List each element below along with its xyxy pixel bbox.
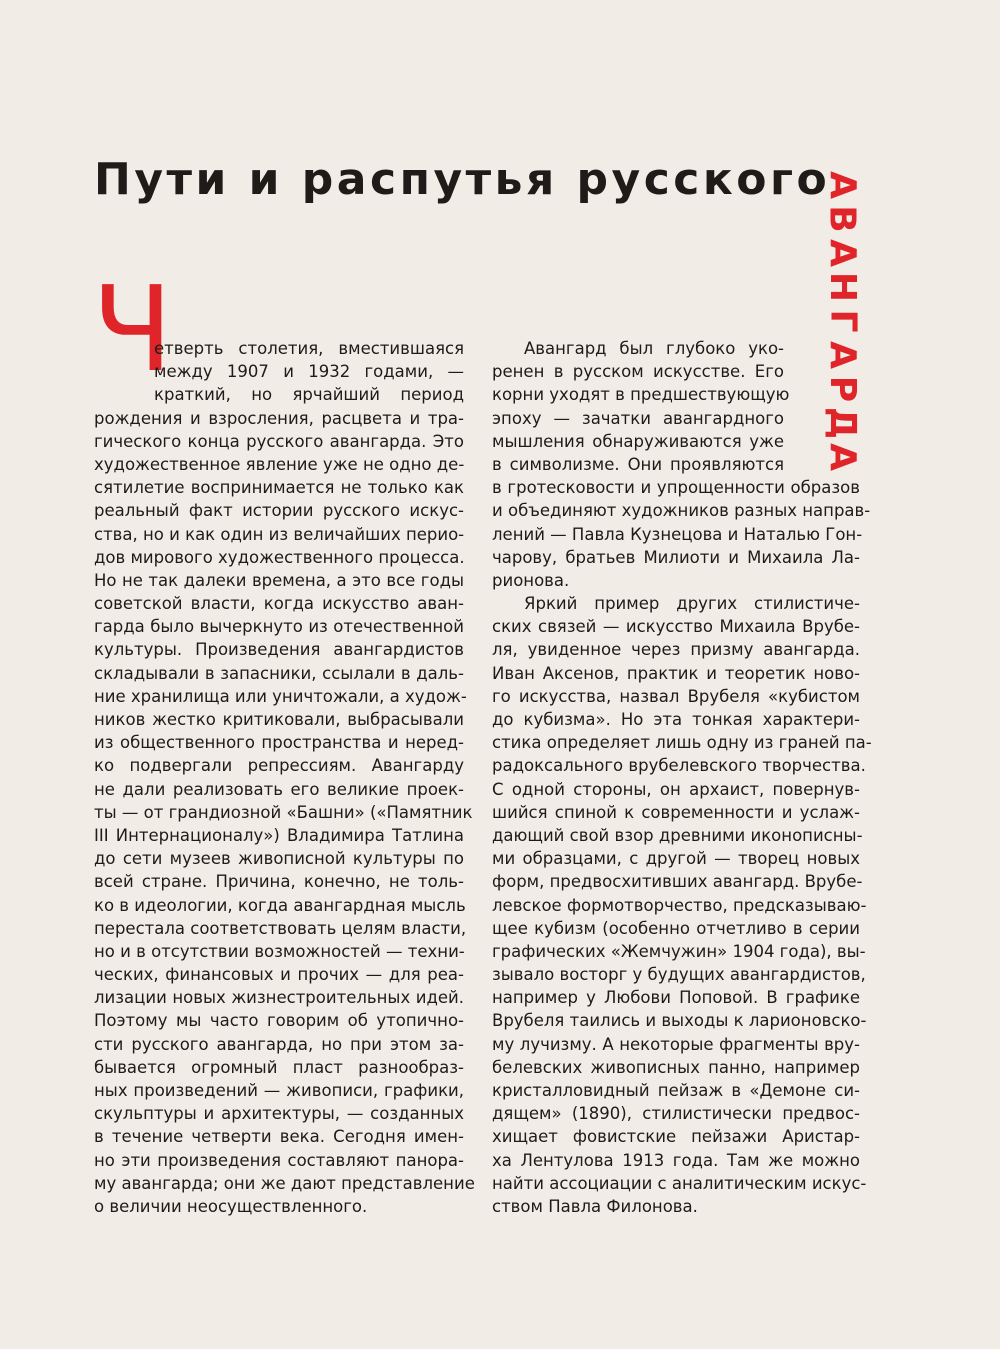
text-line: но и в отсутствии возможностей — техни-	[94, 941, 465, 961]
text-line: стика определяет лишь одну из граней па-	[492, 733, 872, 753]
right-text-column	[492, 337, 872, 1218]
page-title: Пути и распутья русского	[94, 154, 831, 205]
text-line: Врубеля таились и выходы к ларионовско-	[492, 1011, 867, 1031]
text-line: Иван Аксенов, практик и теоретик ново-	[492, 663, 860, 683]
text-line: найти ассоциации с аналитическим искус-	[492, 1173, 867, 1193]
text-line: и объединяют художников разных направ-	[492, 501, 871, 521]
text-line: в течение четверти века. Сегодня имен-	[94, 1127, 464, 1147]
text-line: зывало восторг у будущих авангардистов,	[492, 965, 866, 985]
text-line: графических «Жемчужин» 1904 года), вы-	[492, 941, 866, 961]
text-line: между 1907 и 1932 годами, —	[154, 362, 464, 382]
text-line: до сети музеев живописной культуры по	[94, 849, 464, 869]
text-line: ников жестко критиковали, выбрасывали	[94, 710, 464, 729]
text-line: корни уходят в предшествующую	[492, 385, 790, 405]
text-line: III Интернационалу») Владимира Татлина	[94, 825, 464, 845]
text-line: гарда было вычеркнуто из отечественной	[94, 617, 464, 637]
text-line: о величии неосуществленного.	[94, 1196, 368, 1216]
text-line: советской власти, когда искусство аван-	[94, 594, 464, 614]
text-line: художественное явление уже не одно де-	[94, 454, 465, 474]
text-line: ты — от грандиозной «Башни» («Памятник	[94, 802, 473, 822]
text-line: му авангарда; они же дают представление	[94, 1173, 475, 1193]
text-line: рождения и взросления, расцвета и тра-	[94, 408, 464, 428]
text-line: эпоху — зачатки авангардного	[492, 408, 784, 428]
text-line: в символизме. Они проявляются	[492, 454, 784, 474]
text-line: чарову, братьев Милиоти и Михаила Ла-	[492, 547, 860, 567]
text-line: щее кубизм (особенно отчетливо в серии	[492, 918, 860, 938]
text-line: культуры. Произведения авангардистов	[94, 640, 464, 660]
text-line: форм, предвосхитивших авангард. Врубе-	[492, 872, 863, 892]
drop-cap: Ч	[92, 260, 173, 398]
text-line: дающий свой взор древними иконописны-	[492, 825, 863, 845]
text-line: ха Лентулова 1913 года. Там же можно	[492, 1150, 860, 1170]
text-line: ко подвергали репрессиям. Авангарду	[94, 756, 464, 776]
text-line: краткий, но ярчайший период	[154, 385, 464, 405]
text-line: лений — Павла Кузнецова и Наталью Гон-	[492, 524, 863, 544]
text-line: кристалловидный пейзаж в «Демоне си-	[492, 1081, 860, 1100]
text-line: реальный факт истории русского искус-	[94, 501, 464, 521]
text-line: Яркий пример других стилистиче-	[524, 594, 860, 614]
vertical-letter: В	[821, 205, 863, 233]
text-line: ческих, финансовых и прочих — для реа-	[94, 965, 464, 985]
text-line: скульптуры и архитектуры, — созданных	[94, 1104, 464, 1124]
text-line: сятилетие воспринимается не только как	[94, 478, 464, 498]
text-line: в гротесковости и упрощенности образов	[492, 478, 860, 498]
text-line: например у Любови Поповой. В графике	[492, 988, 860, 1008]
text-line: но эти произведения составляют панора-	[94, 1150, 464, 1170]
vertical-letter: Р	[821, 375, 863, 403]
vertical-letter: Г	[821, 309, 863, 333]
vertical-letter: Д	[822, 406, 863, 440]
vertical-letter: А	[822, 239, 863, 267]
text-line: Авангард был глубоко уко-	[524, 339, 784, 358]
text-line: го искусства, назвал Врубеля «кубистом	[492, 686, 860, 706]
text-line: Поэтому мы часто говорим об утопично-	[94, 1011, 464, 1031]
text-line: не дали реализовать его великие проек-	[94, 779, 464, 799]
text-line: ством Павла Филонова.	[492, 1196, 698, 1216]
text-line: дящем» (1890), стилистически предвос-	[492, 1104, 860, 1124]
text-line: складывали в запасники, ссылали в даль-	[94, 663, 464, 683]
text-line: ских связей — искусство Михаила Врубе-	[492, 617, 860, 637]
text-line: всей стране. Причина, конечно, не толь-	[94, 872, 464, 892]
text-line: Но не так далеки времена, а это все годы	[94, 570, 464, 590]
left-text-column	[94, 337, 475, 1218]
text-line: бывается огромный пласт разнообраз-	[94, 1057, 464, 1077]
text-line: ства, но и как один из величайших перио-	[94, 524, 465, 544]
text-line: мышления обнаруживаются уже	[492, 431, 784, 451]
text-line: белевских живописных панно, например	[492, 1057, 860, 1077]
text-line: рионова.	[492, 570, 570, 590]
vertical-letter: А	[822, 171, 863, 199]
text-line: му лучизму. А некоторые фрагменты вру-	[492, 1034, 860, 1054]
text-line: ля, увиденное через призму авангарда.	[492, 640, 860, 660]
text-line: лизации новых жизнестроительных идей.	[94, 988, 464, 1008]
text-line: С одной стороны, он архаист, повернув-	[492, 779, 860, 799]
text-line: хищает фовистские пейзажи Аристар-	[492, 1127, 860, 1147]
vertical-letter: А	[822, 341, 863, 369]
text-line: ко в идеологии, когда авангардная мысль	[94, 895, 466, 915]
text-line: радоксального врубелевского творчества.	[492, 756, 866, 776]
vertical-letter: Н	[821, 271, 863, 303]
text-line: до кубизма». Но эта тонкая характери-	[492, 710, 860, 729]
text-line: ние хранилища или уничтожали, а худож-	[94, 686, 467, 706]
text-line: перестала соответствовать целям власти,	[94, 918, 467, 938]
text-line: дов мирового художественного процесса.	[94, 547, 465, 567]
text-line: ми образцами, с другой — творец новых	[492, 849, 860, 869]
text-line: сти русского авангарда, но при этом за-	[94, 1034, 464, 1054]
text-line: гического конца русского авангарда. Это	[94, 431, 464, 451]
text-line: шийся спиной к современности и услаж-	[492, 802, 860, 822]
text-line: ренен в русском искусстве. Его	[492, 362, 784, 382]
text-line: левское формотворчество, предсказываю-	[492, 895, 867, 915]
text-line: ных произведений — живописи, графики,	[94, 1081, 464, 1100]
vertical-letter: А	[822, 443, 863, 471]
text-line: етверть столетия, вместившаяся	[154, 339, 464, 358]
text-line: из общественного пространства и неред-	[94, 733, 464, 753]
